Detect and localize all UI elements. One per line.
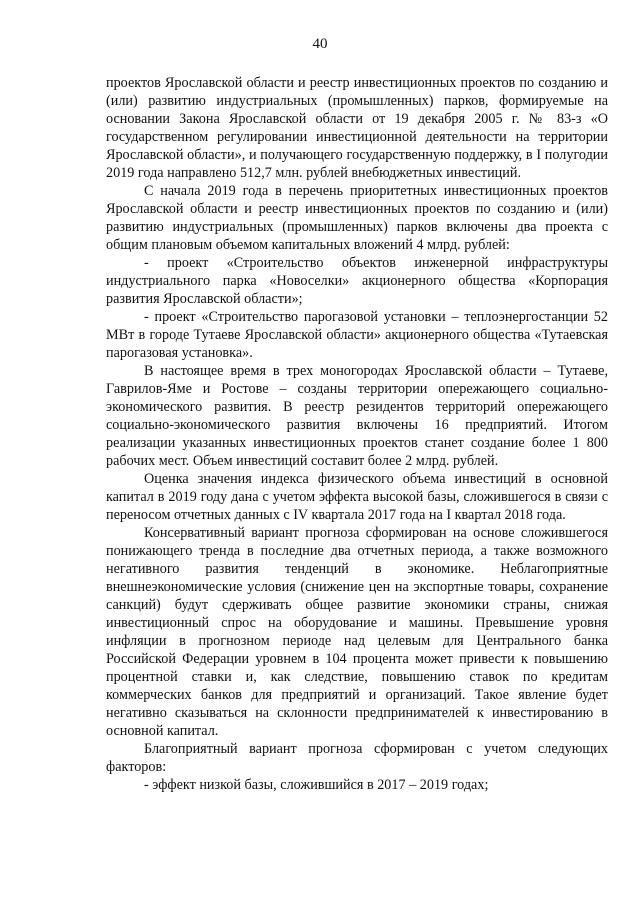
paragraph: проектов Ярославской области и реестр инвестиционных проектов по созданию и (или) развитию индустриальных (промышленных) парков, формируемые на основании Закона Ярославской области от 19 декабря 2005 г. № 83-з «О государственном регулировании инвестиционной деятельности на территории Ярославской области», и получающего государственную поддержку, в I полугодии 2019 года направлено 512,7 млн. рублей внебюджетных инвестиций. bbox=[106, 75, 608, 181]
paragraph: Консервативный вариант прогноза сформирован на основе сложившегося понижающего тренда в последние два отчетных периода, а также возможного негативного развития тенденций в экономике. Неблагоприятные внешнеэкономические условия (снижение цен на экспортные товары, сохранение санкций) будут сдерживать общее развитие экономики страны, снижая инвестиционный спрос на оборудование и машины. Превышение уровня инфляции в прогнозном периоде над целевым для Центрального банка Российской Федерации уровнем в 104 процента может привести к повышению процентной ставки и, как следствие, повышению ставок по кредитам коммерческих банков для предприятий и организаций. Такое явление будет негативно сказываться на склонности предпринимателей к инвестированию в основной капитал. bbox=[106, 525, 608, 739]
page-number: 40 bbox=[312, 36, 328, 52]
paragraph: - проект «Строительство парогазовой установки – теплоэнергостанции 52 МВт в городе Тутаеве Ярославской области» акционерного общества «Тутаевская парогазовая установка». bbox=[106, 309, 608, 361]
paragraph: - эффект низкой базы, сложившийся в 2017 – 2019 годах; bbox=[144, 777, 489, 793]
paragraph: В настоящее время в трех моногородах Ярославской области – Тутаеве, Гаврилов-Яме и Ростове – созданы территории опережающего социально-экономического развития. В реестр резидентов территорий опережающего социально-экономического развития включены 16 предприятий. Итогом реализации указанных инвестиционных проектов станет создание более 1 800 рабочих мест. Объем инвестиций составит более 2 млрд. рублей. bbox=[106, 363, 608, 469]
paragraph: - проект «Строительство объектов инженерной инфраструктуры индустриального парка «Новоселки» акционерного общества «Корпорация развития Ярославской области»; bbox=[106, 255, 608, 307]
paragraph: С начала 2019 года в перечень приоритетных инвестиционных проектов Ярославской области и реестр инвестиционных проектов по созданию и (или) развитию индустриальных (промышленных) парков включены два проекта с общим плановым объемом капитальных вложений 4 млрд. рублей: bbox=[106, 183, 608, 253]
document-body bbox=[106, 74, 608, 794]
paragraph: Оценка значения индекса физического объема инвестиций в основной капитал в 2019 году дана с учетом эффекта высокой базы, сложившегося в связи с переносом отчетных данных с IV квартала 2017 года на I квартал 2018 года. bbox=[106, 471, 608, 523]
paragraph: Благоприятный вариант прогноза сформирован с учетом следующих факторов: bbox=[106, 741, 608, 775]
